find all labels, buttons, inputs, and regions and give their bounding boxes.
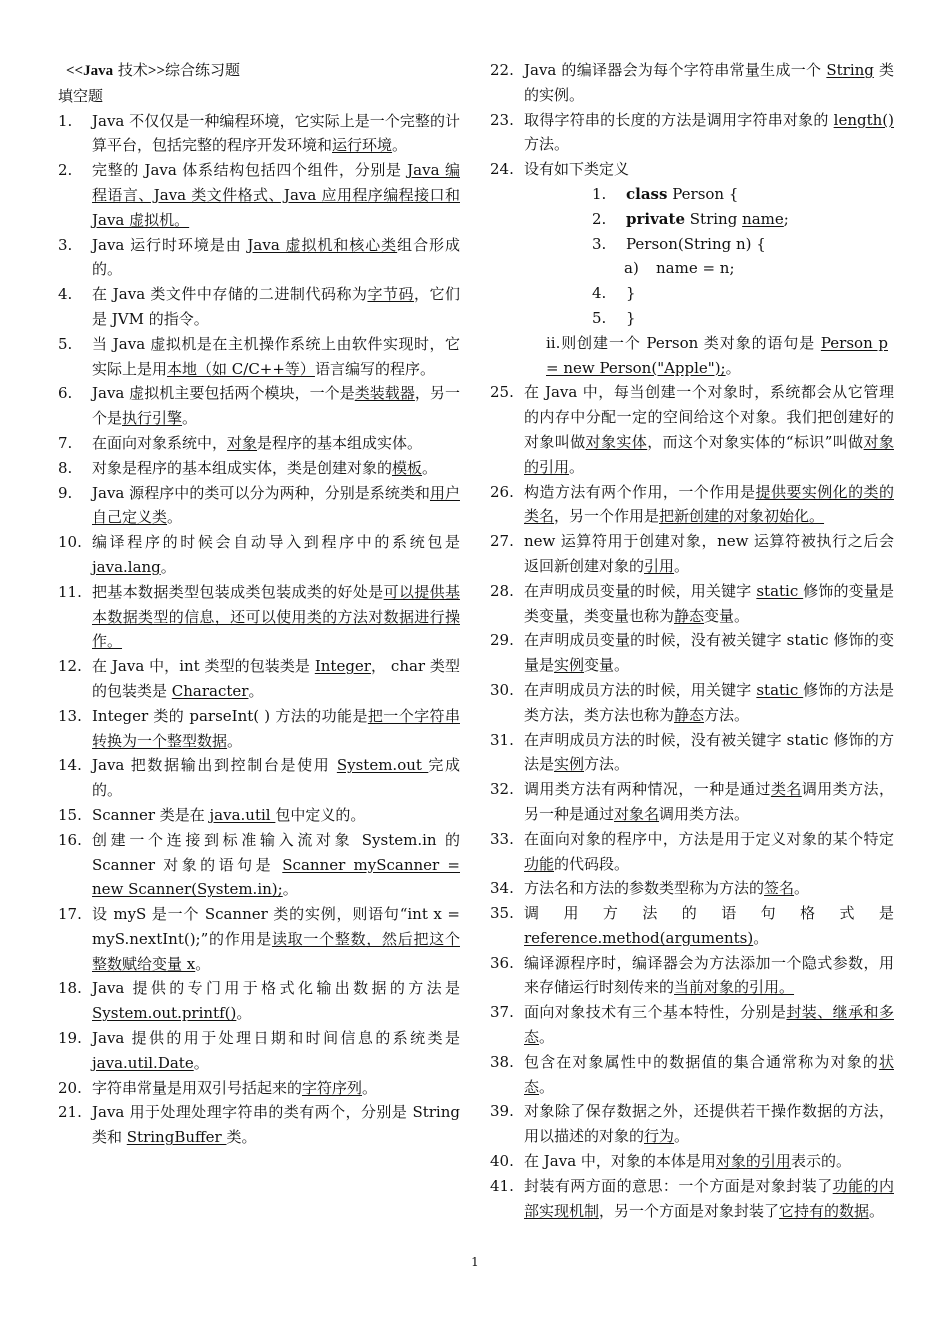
question-number: 3. [58, 235, 73, 254]
answer-text: 当前对象的引用。 [674, 978, 795, 997]
question-number: 25. [490, 383, 514, 402]
question-text: 完整的 Java 体系结构包括四个组件，分别是 [92, 161, 408, 180]
question-item [58, 803, 460, 828]
question-number: 39. [490, 1102, 514, 1121]
question-item [490, 529, 894, 579]
question-text: 。 [569, 457, 585, 476]
answer-text: 把一个字符串转换为一个整型数据 [92, 706, 460, 750]
code-line [490, 256, 894, 281]
question-text: 。 [248, 681, 264, 700]
question-text: ，另一个是 [92, 384, 460, 428]
question-number: 32. [490, 780, 514, 799]
question-text: 取得字符串的长度的方法是调用字符串对象的 [524, 110, 834, 129]
answer-text: StringBuffer [126, 1128, 227, 1147]
question-text: 调用类方法有两种情况，一种是通过 [524, 780, 771, 799]
question-text: Java 的编译器会为每个字符串常量生成一个 [524, 61, 827, 79]
question-text: 。 [539, 1077, 555, 1096]
code-keyword: class [626, 184, 668, 203]
question-text: 类。 [226, 1128, 257, 1147]
question-text: 当 Java 虚拟机是在主机操作系统上由软件实现时，它实际上是用 [92, 334, 460, 378]
question-item [58, 704, 460, 754]
question-text: 在声明成员方法的时候，没有被关键字 static 修饰的方法是 [524, 730, 894, 774]
question-number: 15. [58, 805, 82, 824]
question-item [490, 678, 894, 728]
question-item [490, 1099, 894, 1149]
question-number: 33. [490, 829, 514, 848]
answer-text: 类名 [770, 780, 802, 799]
question-number: 5. [58, 334, 73, 353]
answer-text: static [756, 680, 804, 699]
answer-text: 提供要实例化的类的类名 [524, 482, 894, 526]
code-line-number: 3. [592, 234, 607, 253]
question-text: 包含在对象属性中的数据值的集合通常称为对象的 [524, 1052, 879, 1071]
question-text: 。 [674, 556, 690, 575]
answer-text: Java 虚拟机和核心类 [247, 235, 398, 254]
answer-text: Character [171, 681, 249, 700]
question-item [490, 58, 894, 108]
answer-text: Java 编程语言、Java 类文件格式、Java 应用程序编程接口和 Java 虚拟机。 [92, 161, 460, 229]
question-item [58, 753, 460, 803]
question-number: 23. [490, 110, 514, 129]
question-text: 面向对象技术有三个基本特性，分别是 [524, 1003, 787, 1022]
question-text: 对象是程序的基本组成实体，类是创建对象的 [92, 458, 393, 477]
answer-text: 它持有的数据 [779, 1201, 870, 1220]
question-number: 1. [58, 111, 73, 130]
question-text: 创建一个连接到标准输入流对象 System.in 的 Scanner 对象的语句是 [92, 830, 460, 874]
answer-text: 对象 [227, 433, 258, 452]
answer-text: 签名 [764, 879, 795, 898]
code-text: Person { [667, 184, 739, 203]
question-text: 。 [794, 879, 810, 898]
question-text: 。 [160, 557, 176, 576]
answer-text: 功能的内部实现机制 [524, 1176, 894, 1220]
answer-text: 行为 [644, 1127, 675, 1146]
question-number: 19. [58, 1029, 82, 1048]
question-item [58, 431, 460, 456]
question-text: 调用类方法。 [659, 804, 750, 823]
question-text: 构造方法有两个作用，一个作用是 [524, 482, 756, 501]
question-text: 在 Java 中，int 类型的包装类是 [92, 657, 315, 676]
code-line-number: 2. [592, 209, 607, 228]
question-number: 37. [490, 1003, 514, 1022]
question-item [490, 108, 894, 158]
answer-text: 实例 [554, 656, 585, 675]
question-text: Java 用于处理处理字符串的类有两个，分别是 String 类和 [92, 1103, 460, 1147]
question-text: 方法名和方法的参数类型称为方法的 [524, 879, 765, 898]
answer-text: 对象的引用 [524, 432, 894, 476]
question-number: 21. [58, 1103, 82, 1122]
question-item [490, 579, 894, 629]
question-text: 编译源程序时，编译器会为方法添加一个隐式参数，用来存储运行时刻传来的 [524, 953, 894, 997]
code-text: ; [783, 209, 789, 228]
code-line-number: 4. [592, 284, 607, 303]
question-item [490, 827, 894, 877]
question-number: 2. [58, 161, 73, 180]
question-number: 29. [490, 631, 514, 650]
question-item [490, 628, 894, 678]
question-number: 17. [58, 905, 82, 924]
answer-text: 封装、继承和多态 [524, 1003, 894, 1047]
code-line-number: a) [624, 259, 639, 278]
answer-text: 读取一个整数，然后把这个整数赋给变量 x [92, 929, 460, 973]
question-text: 。 [236, 1004, 252, 1023]
question-text: 包中定义的。 [275, 805, 366, 824]
question-text: 变量。 [584, 656, 630, 675]
question-text: Scanner 类是在 [92, 805, 210, 824]
question-text: 方法。 [704, 705, 750, 724]
question-item [58, 654, 460, 704]
section-heading: 填空题 [58, 86, 104, 105]
question-item [490, 380, 894, 479]
answer-text: 模板 [392, 458, 423, 477]
question-text: ，另一个作用是 [554, 507, 660, 526]
answer-text: 把新创建的对象初始化。 [659, 507, 825, 526]
code-line [490, 232, 894, 257]
question-text: 。 [753, 928, 769, 947]
code-text: name = n; [656, 259, 735, 278]
question-text: 把基本数据类型包装成类包装成类的好处是 [92, 582, 384, 601]
question-text: 。 [674, 1127, 690, 1146]
question-item [490, 951, 894, 1001]
question-text: 调用类方法，另一种是通过 [524, 780, 894, 823]
question-item [58, 282, 460, 332]
question-text: 。 [182, 409, 198, 428]
question-item [58, 233, 460, 283]
code-line [490, 306, 894, 331]
code-line-number: 5. [592, 308, 607, 327]
code-line [490, 281, 894, 306]
question-text: 是程序的基本组成实体。 [257, 433, 423, 452]
question-number: 16. [58, 830, 82, 849]
question-item [490, 1174, 894, 1224]
question-text: 。 [422, 458, 438, 477]
question-list-right [490, 58, 894, 1223]
question-text: ，它们是 JVM 的指令。 [92, 285, 460, 328]
question-number: 27. [490, 532, 514, 551]
question-number: 6. [58, 384, 73, 403]
code-text: } [626, 284, 636, 303]
code-line-number: 1. [592, 184, 607, 203]
answer-text: 静态 [674, 606, 705, 625]
answer-text: 本地（如 C/C++等） [167, 359, 315, 378]
question-text: Java 把数据输出到控制台是使用 [92, 756, 337, 775]
question-text: Java 提供的专门用于格式化输出数据的方法是 [92, 979, 460, 998]
code-text: } [626, 308, 636, 327]
question-text: 。 [392, 136, 408, 155]
question-number: 18. [58, 979, 82, 998]
answer-text: Scanner myScanner = new Scanner(System.in); [92, 855, 460, 899]
question-text: 。 [195, 954, 211, 973]
question-text: Java 提供的用于处理日期和时间信息的系统类是 [92, 1029, 460, 1048]
question-item [490, 901, 894, 951]
question-item [490, 728, 894, 778]
question-text: 。 [282, 880, 298, 899]
question-item [58, 456, 460, 481]
code-underlined: name [742, 209, 784, 228]
answer-text: String [826, 61, 874, 79]
question-number: 9. [58, 483, 73, 502]
question-number: 11. [58, 582, 82, 601]
answer-text: 字符序列 [302, 1078, 363, 1097]
code-text: String [685, 209, 743, 228]
question-text: Java 源程序中的类可以分为两种，分别是系统类和 [92, 483, 430, 502]
answer-text: Person p = new Person("Apple"); [546, 333, 888, 377]
answer-text: 执行引擎 [122, 409, 183, 428]
question-text: Java 不仅仅是一种编程环境，它实际上是一个完整的计算平台，包括完整的程序开发环境和 [92, 111, 460, 155]
question-number: 14. [58, 756, 82, 775]
question-text: 语言编写的程序。 [314, 359, 435, 378]
question-text: 在声明成员方法的时候，用关键字 [524, 680, 757, 699]
question-text: 的代码段。 [554, 854, 630, 873]
question-item [58, 530, 460, 580]
page-number: 1 [471, 1255, 479, 1269]
question-item [490, 876, 894, 901]
question-text: 方法。 [584, 755, 630, 774]
question-number: 4. [58, 285, 73, 304]
code-line [490, 182, 894, 207]
question-item [490, 480, 894, 530]
question-number: 31. [490, 730, 514, 749]
question-item [58, 1076, 460, 1101]
code-note-text: 。 [725, 358, 741, 377]
question-text: 修饰的变量是类变量，类变量也称为 [524, 581, 894, 625]
answer-text: 静态 [674, 705, 705, 724]
question-text: 在 Java 中，每当创建一个对象时，系统都会从它管理的内存中分配一定的空间给这个对象。我们把创建好的对象叫做 [524, 383, 894, 451]
answer-text: System.out.printf() [92, 1004, 237, 1023]
question-text: 在面向对象的程序中，方法是用于定义对象的某个特定 [524, 829, 894, 848]
question-text: 表示的。 [790, 1152, 851, 1171]
question-number: 8. [58, 458, 73, 477]
code-text: Person(String n) { [626, 234, 766, 253]
answer-text: Integer [314, 657, 371, 676]
question-list-left [58, 109, 460, 1150]
left-column [58, 58, 460, 1150]
question-number: 26. [490, 482, 514, 501]
question-text: 在声明成员变量的时候，用关键字 [524, 581, 757, 600]
right-column [490, 58, 894, 1223]
answer-text: static [756, 581, 804, 600]
question-text: 调用方法的语句格式是 [524, 904, 894, 923]
question-item [58, 158, 460, 232]
question-text: 。 [193, 1053, 209, 1072]
question-text: 类的实例。 [524, 61, 894, 104]
question-text: 在声明成员变量的时候，没有被关键字 static 修饰的变量是 [524, 631, 894, 675]
question-text: 字符串常量是用双引号括起来的 [92, 1078, 303, 1097]
question-number: 24. [490, 160, 514, 179]
document-title: <<Java 技术>>综合练习题 [66, 61, 241, 79]
question-text: 设 myS 是一个 Scanner 类的实例，则语句“int x = myS.nextInt();”的作用是 [92, 905, 460, 948]
question-number: 36. [490, 953, 514, 972]
question-text: ，而这个对象实体的“标识”叫做 [647, 432, 864, 451]
answer-text: 对象的引用 [715, 1152, 791, 1171]
code-keyword: private [626, 209, 685, 228]
question-number: 40. [490, 1152, 514, 1171]
question-item [490, 157, 894, 182]
question-text: 方法。 [524, 135, 570, 154]
question-text: 。 [362, 1078, 378, 1097]
question-number: 30. [490, 680, 514, 699]
answer-text: reference.method(arguments) [524, 928, 754, 947]
answer-text: System.out [336, 756, 429, 775]
question-item [58, 976, 460, 1026]
question-number: 12. [58, 657, 82, 676]
answer-text: length() [833, 110, 894, 129]
question-item [58, 902, 460, 976]
code-note [490, 331, 894, 381]
question-text: 在 Java 中，对象的本体是用 [524, 1152, 716, 1171]
question-number: 28. [490, 581, 514, 600]
question-text: new 运算符用于创建对象，new 运算符被执行之后会返回新创建对象的 [524, 532, 894, 575]
question-text: 完成的。 [92, 756, 460, 800]
code-line [490, 207, 894, 232]
answer-text: java.lang [92, 557, 161, 576]
question-item [58, 1026, 460, 1076]
question-text: Java 运行时环境是由 [92, 235, 248, 254]
answer-text: 对象实体 [585, 432, 648, 451]
question-text: 。 [227, 731, 243, 750]
code-note-label: ii. [546, 333, 561, 352]
question-number: 34. [490, 879, 514, 898]
question-text: 在面向对象系统中， [92, 433, 228, 452]
answer-text: 类装载器 [354, 384, 415, 403]
question-item [58, 481, 460, 531]
question-item [490, 777, 894, 827]
question-text: 。 [869, 1201, 885, 1220]
question-text: 在 Java 类文件中存储的二进制代码称为 [92, 285, 368, 304]
question-text: 设有如下类定义 [524, 160, 630, 179]
question-text: 对象除了保存数据之外，还提供若干操作数据的方法，用以描述的对象的 [524, 1102, 894, 1146]
question-number: 38. [490, 1052, 514, 1071]
question-item [490, 1000, 894, 1050]
question-number: 20. [58, 1078, 82, 1097]
question-number: 13. [58, 706, 82, 725]
answer-text: 功能 [524, 854, 555, 873]
question-item [58, 332, 460, 382]
question-item [58, 1100, 460, 1150]
answer-text: 可以提供基本数据类型的信息，还可以使用类的方法对数据进行操作。 [92, 582, 460, 651]
answer-text: java.util.Date [92, 1053, 194, 1072]
question-item [58, 828, 460, 902]
answer-text: java.util [209, 805, 276, 824]
question-number: 35. [490, 904, 514, 923]
answer-text: 状态 [524, 1052, 894, 1096]
question-item [490, 1149, 894, 1174]
question-item [58, 109, 460, 159]
question-text: ， char 类型的包装类是 [92, 657, 460, 700]
answer-text: 对象名 [614, 804, 660, 823]
question-text: ，另一个方面是对象封装了 [599, 1201, 780, 1220]
code-note-text: 则创建一个 Person 类对象的语句是 [560, 333, 821, 352]
answer-text: 运行环境 [332, 136, 393, 155]
question-text: 变量。 [704, 606, 750, 625]
question-number: 10. [58, 533, 82, 552]
question-text: 编译程序的时候会自动导入到程序中的系统包是 [92, 533, 460, 552]
question-number: 7. [58, 433, 73, 452]
question-text: Integer 类的 parseInt( ) 方法的功能是 [92, 706, 368, 725]
question-item [58, 580, 460, 654]
answer-text: 实例 [554, 755, 585, 774]
answer-text: 字节码 [367, 285, 414, 304]
question-item [58, 381, 460, 431]
question-text: 封装有两方面的意思：一个方面是对象封装了 [524, 1176, 833, 1195]
question-text: 组合形成的。 [92, 235, 460, 279]
question-text: Java 虚拟机主要包括两个模块，一个是 [92, 384, 355, 403]
question-text: 修饰的方法是类方法，类方法也称为 [524, 680, 894, 724]
answer-text: 用户自己定义类 [92, 483, 460, 527]
question-text: 。 [167, 508, 183, 527]
question-item [490, 1050, 894, 1100]
question-number: 22. [490, 61, 514, 79]
question-text: 。 [539, 1028, 555, 1047]
answer-text: 引用 [644, 556, 675, 575]
question-number: 41. [490, 1176, 514, 1195]
